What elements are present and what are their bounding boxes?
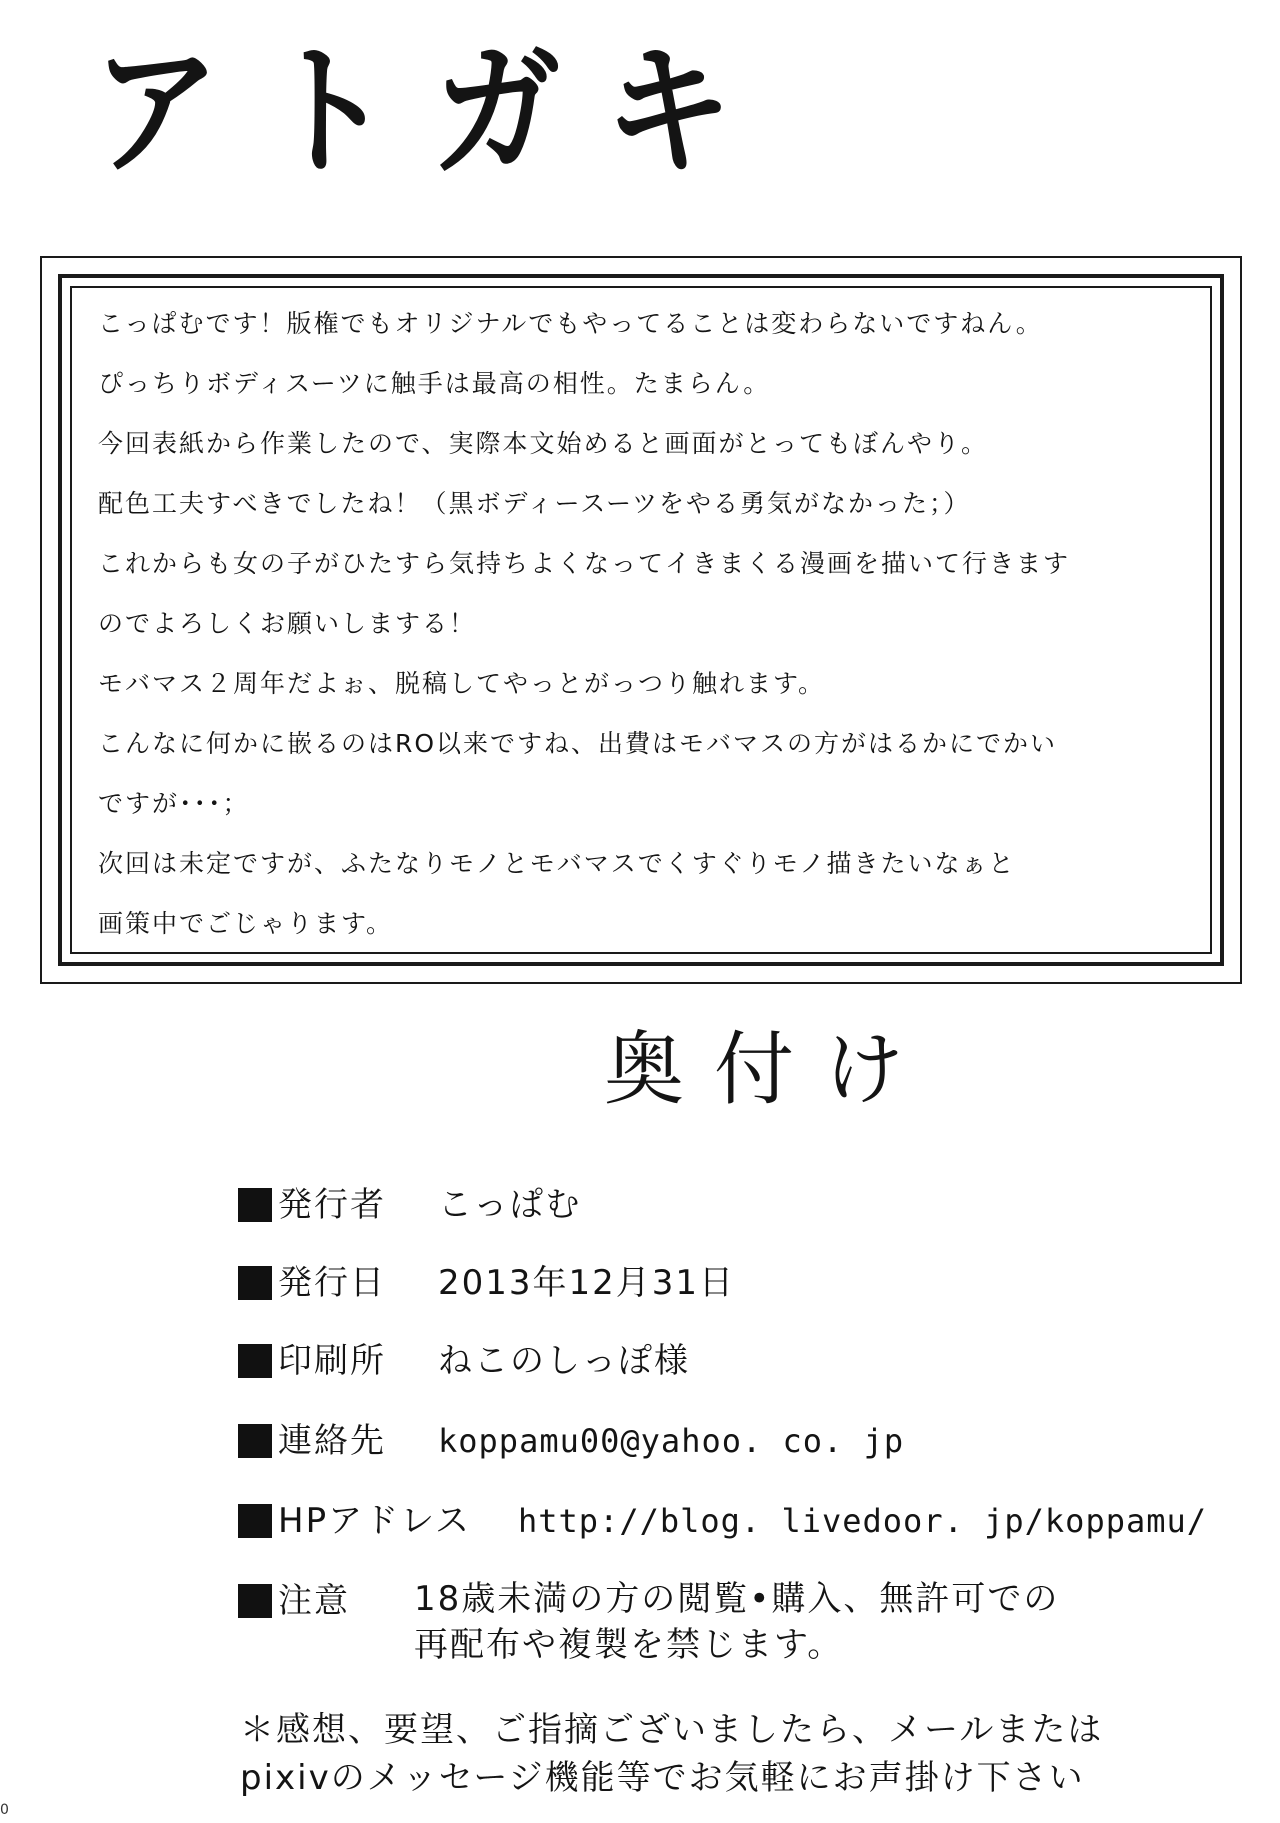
notice-text bbox=[414, 1576, 1059, 1668]
afterword-text bbox=[98, 294, 1188, 954]
notice-label: 注意 bbox=[278, 1581, 350, 1621]
publisher-label: 発行者 bbox=[278, 1185, 386, 1225]
afterword-line-3: 今回表紙から作業したので、実際本文始めると画面がとってもぼんやり。 bbox=[98, 429, 989, 458]
colophon-row-contact bbox=[238, 1416, 1238, 1466]
afterword-line-2: ぴっちりボディスーツに触手は最高の相性。たまらん。 bbox=[98, 369, 771, 398]
feedback-line-2: pixivのメッセージ機能等でお気軽にお声掛け下さい bbox=[240, 1758, 1085, 1798]
colophon-row-homepage bbox=[238, 1496, 1238, 1546]
feedback-line-1: ＊感想、要望、ご指摘ございましたら、メールまたは bbox=[240, 1710, 1104, 1750]
date-value: 2013年12月31日 bbox=[438, 1263, 736, 1303]
afterword-line-7: モバマス２周年だよぉ、脱稿してやっとがっつり触れます。 bbox=[98, 669, 826, 698]
page-number: 0 bbox=[0, 1802, 9, 1818]
homepage-url[interactable]: http://blog. livedoor. jp/koppamu/ bbox=[518, 1502, 1208, 1540]
contact-email[interactable]: koppamu00@yahoo. co. jp bbox=[438, 1422, 905, 1460]
black-square-icon bbox=[238, 1424, 272, 1458]
date-label: 発行日 bbox=[278, 1263, 386, 1303]
notice-line-1: 18歳未満の方の閲覧•購入、無許可での bbox=[414, 1579, 1060, 1619]
black-square-icon bbox=[238, 1188, 272, 1222]
notice-line-2: 再配布や複製を禁じます。 bbox=[414, 1625, 844, 1665]
afterword-line-10: 次回は未定ですが、ふたなりモノとモバマスでくすぐりモノ描きたいなぁと bbox=[98, 849, 1016, 878]
colophon-title: 奥付け bbox=[604, 1023, 934, 1116]
homepage-label: HPアドレス bbox=[278, 1501, 472, 1541]
publisher-value: こっぱむ bbox=[438, 1185, 582, 1225]
black-square-icon bbox=[238, 1344, 272, 1378]
black-square-icon bbox=[238, 1504, 272, 1538]
afterword-line-8: こんなに何かに嵌るのはRO以来ですね、出費はモバマスの方がはるかにでかい bbox=[98, 729, 1058, 758]
afterword-frame bbox=[40, 256, 1242, 984]
colophon-row-notice bbox=[238, 1576, 1238, 1668]
colophon-row-publisher bbox=[238, 1180, 1238, 1230]
afterword-line-1: こっぱむです！版権でもオリジナルでもやってることは変わらないですねん。 bbox=[98, 309, 1043, 338]
printer-label: 印刷所 bbox=[278, 1341, 386, 1381]
afterword-line-5: これからも女の子がひたすら気持ちよくなってイきまくる漫画を描いて行きます bbox=[98, 549, 1071, 578]
afterword-title: アトガキ bbox=[92, 27, 777, 196]
afterword-line-9: ですが･･･； bbox=[98, 789, 250, 818]
contact-label: 連絡先 bbox=[278, 1421, 386, 1461]
black-square-icon bbox=[238, 1584, 272, 1618]
feedback-note bbox=[240, 1706, 1103, 1802]
colophon-list bbox=[238, 1180, 1238, 1668]
afterword-line-4: 配色工夫すべきでしたね！（黒ボディースーツをやる勇気がなかった；） bbox=[98, 489, 971, 518]
colophon-row-printer bbox=[238, 1336, 1238, 1386]
afterword-line-11: 画策中でごじゃります。 bbox=[98, 909, 394, 938]
black-square-icon bbox=[238, 1266, 272, 1300]
colophon-row-date bbox=[238, 1258, 1238, 1308]
afterword-line-6: のでよろしくお願いしまする！ bbox=[98, 609, 477, 638]
printer-value: ねこのしっぽ様 bbox=[438, 1341, 690, 1381]
